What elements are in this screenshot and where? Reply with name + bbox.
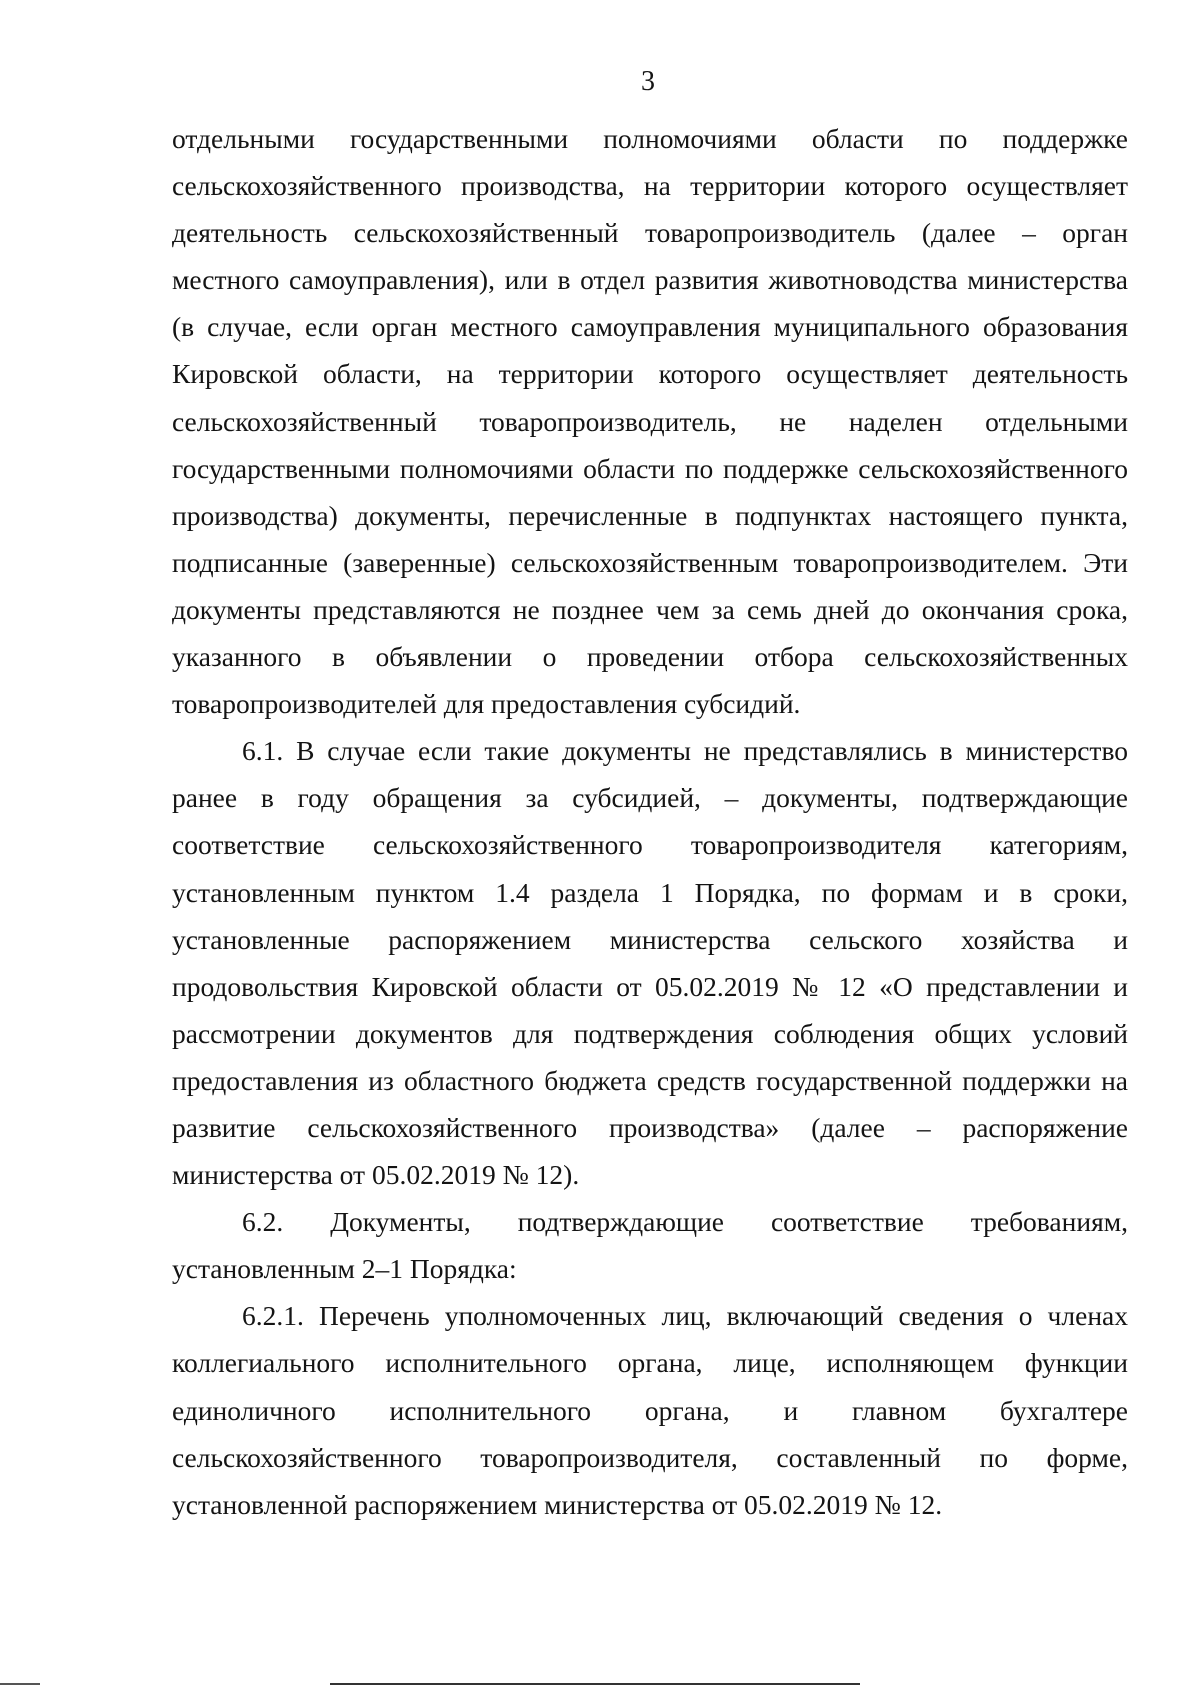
paragraph-continuation: отдельными государственными полномочиями области по поддержке сельскохозяйственного производства, на территории которого осуществляет деятельность сельскохозяйственный товаропроизводитель (далее – орган местного самоуправления), или в отдел развития животноводства министерства (в случае, если орган местного самоуправления муниципального образования Кировской области, на территории которого осуществляет деятельность сельскохозяйственный товаропроизводитель, не наделен отдельными государственными полномочиями области по поддержке сельскохозяйственного производства) документы, перечисленные в подпунктах настоящего пункта, подписанные (заверенные) сельскохозяйственным товаропроизводителем. Эти документы представляются не позднее чем за семь дней до окончания срока, указанного в объявлении о проведении отбора сельскохозяйственных товаропроизводителей для предоставления субсидий. xyxy=(172,123,1128,720)
footer-divider xyxy=(330,1683,860,1685)
page-number: 3 xyxy=(641,66,655,97)
paragraph-6-2-1: 6.2.1. Перечень уполномоченных лиц, включающий сведения о членах коллегиального исполнительного органа, лице, исполняющем функции единоличного исполнительного органа, и главном бухгалтере сельскохозяйственного товаропроизводителя, составленный по форме, установленной распоряжением министерства от 05.02.2019 № 12. xyxy=(172,1300,1128,1520)
paragraph-6-1: 6.1. В случае если такие документы не представлялись в министерство ранее в году обращения за субсидией, – документы, подтверждающие соответствие сельскохозяйственного товаропроизводителя категориям, установленным пунктом 1.4 раздела 1 Порядка, по формам и в сроки, установленные распоряжением министерства сельского хозяйства и продовольствия Кировской области от 05.02.2019 № 12 «О представлении и рассмотрении документов для подтверждения соблюдения общих условий предоставления из областного бюджета средств государственной поддержки на развитие сельскохозяйственного производства» (далее – распоряжение министерства от 05.02.2019 № 12). xyxy=(172,735,1128,1191)
document-body xyxy=(172,115,1128,1528)
paragraph-6-2: 6.2. Документы, подтверждающие соответствие требованиям, установленным 2–1 Порядка: xyxy=(172,1206,1128,1285)
scan-edge-line xyxy=(0,1683,40,1685)
